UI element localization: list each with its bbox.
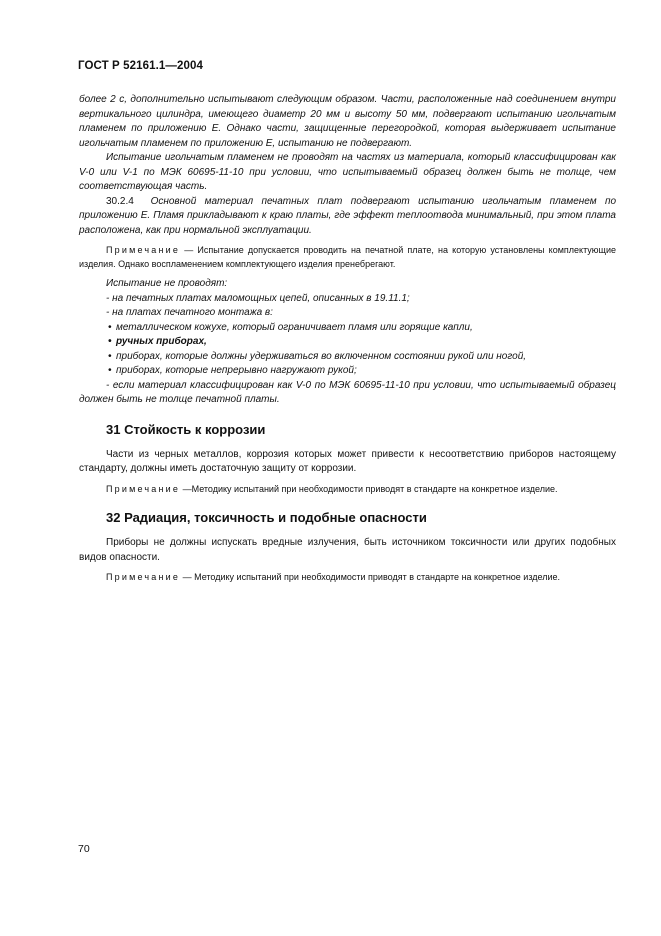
note-printed-board xyxy=(79,244,616,271)
test-not-done-heading: Испытание не проводят: xyxy=(106,278,228,289)
list-dash-item: - на печатных платах маломощных цепей, описанных в 19.11.1; xyxy=(106,292,410,304)
bullet-icon: • xyxy=(108,336,112,347)
page-number: 70 xyxy=(78,843,90,855)
list-bullet-item: • металлическом кожухе, который ограничивает пламя или горящие капли, xyxy=(79,321,616,336)
section-32-heading: 32 Радиация, токсичность и подобные опасности xyxy=(106,510,427,525)
note-text: — Методику испытаний при необходимости приводят в стандарте на конкретное изделие. xyxy=(182,572,561,582)
list-bullet-item: • ручных приборах, xyxy=(79,335,616,350)
bullet-icon: • xyxy=(108,321,112,333)
list-dash-item: - на платах печатного монтажа в: xyxy=(106,307,273,318)
note-label: Примечание xyxy=(106,572,181,582)
paragraph-continued: более 2 с, дополнительно испытывают следующим образом. Части, расположенные над соединением внутри вертикального цилиндра, имеющего диаметр 20 мм и высоту 50 мм, подвергают испытанию игольчатым пламенем по приложению Е. Однако части, защищенные перегородкой, которая выдерживает испытание игольчатым пламенем по приложению Е, испытанию не подвергают. xyxy=(79,94,616,149)
document-code: ГОСТ Р 52161.1—2004 xyxy=(78,60,203,72)
paragraph-30-2-4 xyxy=(79,195,616,239)
section-31-note xyxy=(79,483,616,497)
paragraph-needle-flame-exemption: Испытание игольчатым пламенем не проводят на частях из материала, который классифицирован как V-0 или V-1 по МЭК 60695-11-10 при условии, что испытываемый образец должен быть не толще, чем соответствующая часть. xyxy=(79,152,616,192)
clause-text: Основной материал печатных плат подвергают испытанию игольчатым пламенем по приложению Е. Пламя прикладывают к краю платы, где эффект теплоотвода минимальный, при этом плата расположена, как при нормальной эксплуатации. xyxy=(79,195,617,236)
page-content xyxy=(79,93,616,585)
bullet-icon: • xyxy=(108,350,112,362)
note-text: — Испытание допускается проводить на печатной плате, на которую установлены комплектующие изделия. Однако воспламенением комплектующего изделия пренебрегают. xyxy=(79,245,616,269)
note-label: Примечание xyxy=(106,483,181,494)
list-dash-item: - если материал классифицирован как V-0 по МЭК 60695-11-10 при условии, что испытываемый образец должен быть не толще печатной платы. xyxy=(79,379,616,405)
clause-number: 30.2.4 xyxy=(106,195,134,207)
list-bullet-item: • приборах, которые должны удерживаться во включенном состоянии рукой или ногой, xyxy=(79,350,616,365)
note-text: —Методику испытаний при необходимости приводят в стандарте на конкретное изделие. xyxy=(182,483,558,494)
section-32-note xyxy=(79,571,616,585)
section-32-text: Приборы не должны испускать вредные излучения, быть источником токсичности или других подобных видов опасности. xyxy=(79,537,616,563)
section-31-text: Части из черных металлов, коррозия которых может привести к несоответствию приборов настоящему стандарту, должны иметь достаточную защиту от коррозии. xyxy=(79,448,616,474)
note-label: Примечание xyxy=(106,245,181,255)
bullet-icon: • xyxy=(108,365,112,376)
list-bullet-item: • приборах, которые непрерывно нагружают рукой; xyxy=(79,364,616,379)
section-31-heading: 31 Стойкость к коррозии xyxy=(106,421,266,437)
